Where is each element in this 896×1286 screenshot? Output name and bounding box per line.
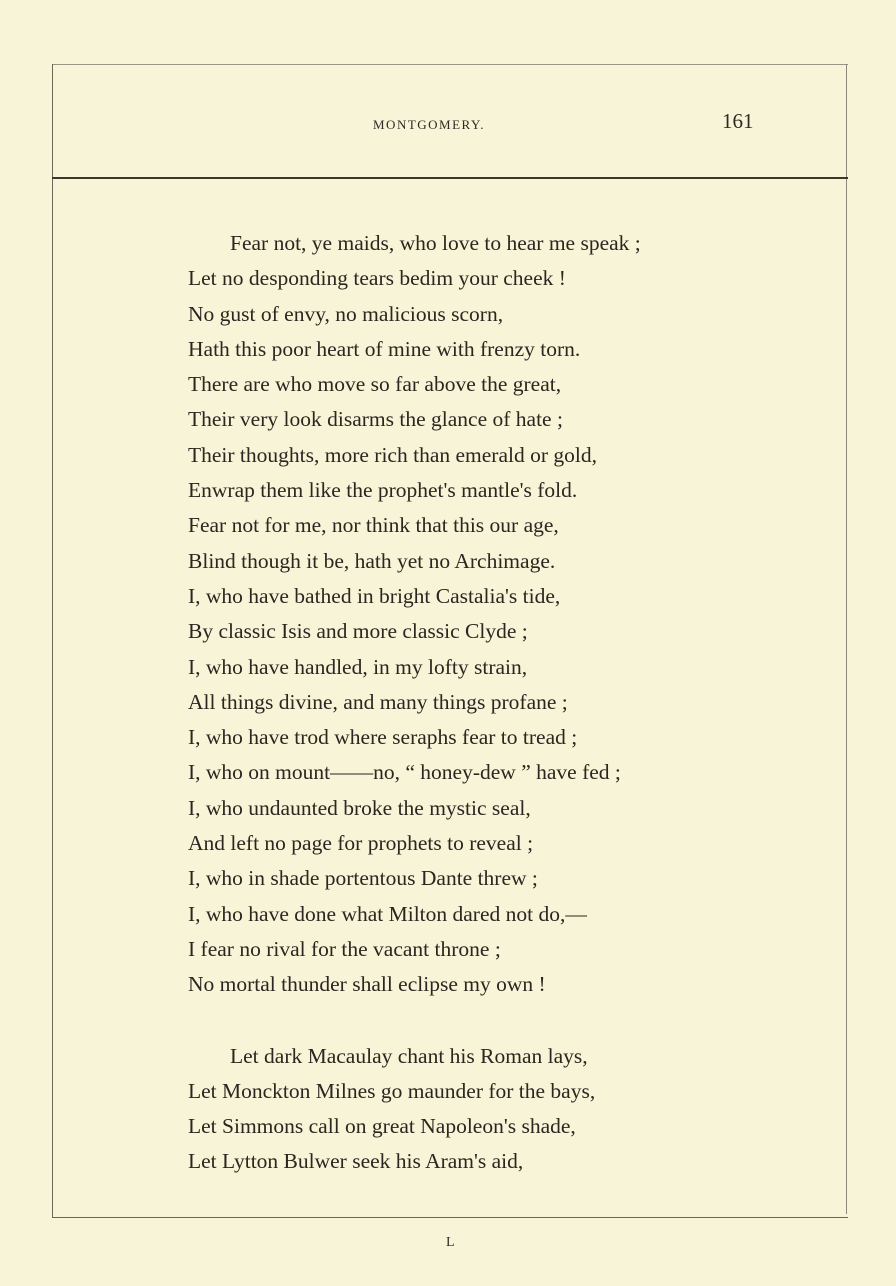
page-frame-left [52, 64, 53, 1218]
poem-line: All things divine, and many things profane ; [188, 689, 568, 714]
signature-mark: L [446, 1235, 455, 1250]
poem-line: I, who undaunted broke the mystic seal, [188, 795, 531, 820]
poem-line: Their very look disarms the glance of hate ; [188, 407, 563, 432]
stanza-break [188, 1003, 788, 1039]
stanza-2 [188, 1039, 788, 1180]
poem-line: Let Simmons call on great Napoleon's shade, [188, 1114, 576, 1139]
poem-line: I, who on mount——no, “ honey-dew ” have fed ; [188, 760, 621, 785]
poem-line: By classic Isis and more classic Clyde ; [188, 619, 528, 644]
page-frame-bottom [52, 1217, 848, 1218]
poem-line: And left no page for prophets to reveal ; [188, 831, 534, 856]
poem-body [188, 226, 788, 1180]
poem-line: Their thoughts, more rich than emerald or gold, [188, 442, 597, 467]
poem-line: I, who have trod where seraphs fear to tread ; [188, 725, 578, 750]
poem-line: Hath this poor heart of mine with frenzy torn. [188, 336, 581, 361]
poem-line: Let no desponding tears bedim your cheek ! [188, 266, 566, 291]
page-number: 161 [722, 109, 754, 133]
poem-line: Enwrap them like the prophet's mantle's fold. [188, 478, 578, 503]
poem-line: I, who have bathed in bright Castalia's tide, [188, 583, 561, 608]
running-title: MONTGOMERY. [373, 117, 485, 132]
poem-line: I, who have done what Milton dared not do,— [188, 901, 587, 926]
poem-line: Let dark Macaulay chant his Roman lays, [230, 1043, 588, 1068]
poem-line: No mortal thunder shall eclipse my own ! [188, 972, 546, 997]
poem-line: No gust of envy, no malicious scorn, [188, 301, 504, 326]
poem-line: Fear not for me, nor think that this our age, [188, 513, 559, 538]
header-rule [52, 177, 848, 179]
page-frame-right [846, 64, 847, 1214]
poem-line: Let Lytton Bulwer seek his Aram's aid, [188, 1149, 524, 1174]
poem-line: I fear no rival for the vacant throne ; [188, 936, 501, 961]
poem-line: Fear not, ye maids, who love to hear me speak ; [230, 231, 641, 255]
poem-line: Blind though it be, hath yet no Archimage. [188, 548, 556, 573]
stanza-1 [188, 226, 788, 1003]
poem-line: Let Monckton Milnes go maunder for the bays, [188, 1078, 596, 1103]
poem-line: I, who in shade portentous Dante threw ; [188, 866, 538, 891]
poem-line: I, who have handled, in my lofty strain, [188, 654, 528, 679]
page-frame-top [52, 64, 848, 65]
poem-line: There are who move so far above the great, [188, 372, 562, 397]
